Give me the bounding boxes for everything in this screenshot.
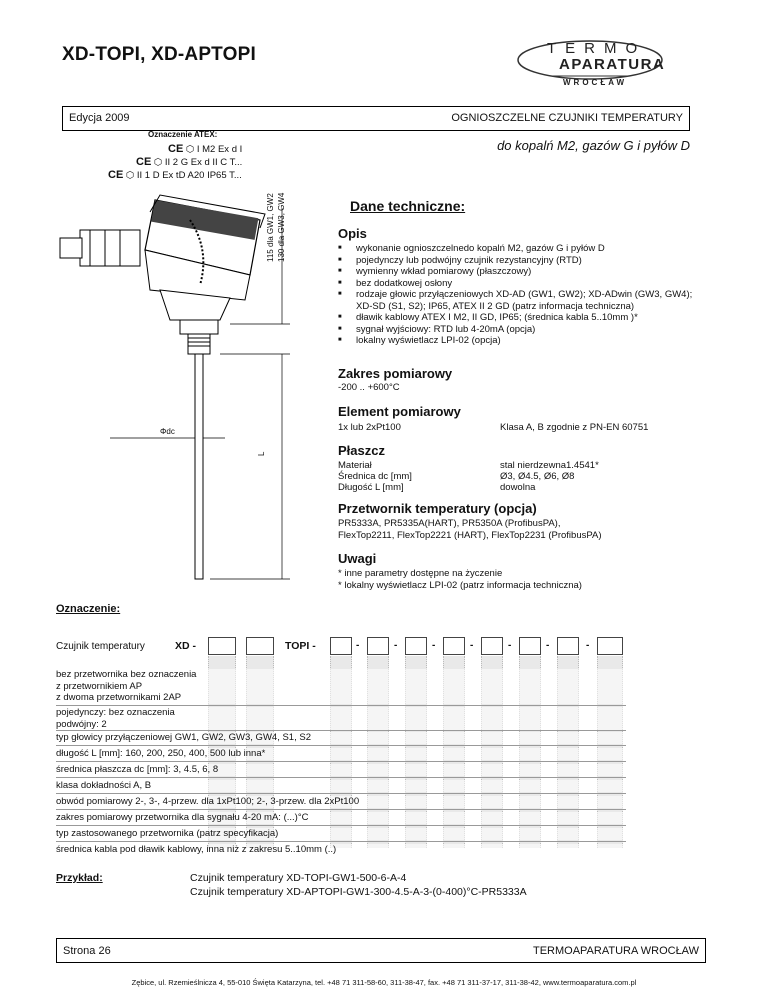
ce-mark: CE	[168, 143, 184, 155]
atex-text-1: I M2 Ex d I	[196, 144, 243, 155]
example-title: Przykład:	[56, 872, 103, 884]
footer-bar	[56, 938, 706, 963]
code-dash: -	[546, 640, 550, 651]
code-dash: -	[508, 640, 512, 651]
application-text: do kopalń M2, gazów G i pyłów D	[497, 138, 690, 153]
uwagi-line-1: * inne parametry dostępne na życzenie	[338, 568, 503, 579]
table-cell: Ø3, Ø4.5, Ø6, Ø8	[500, 471, 575, 482]
code-option-row: długość L [mm]: 160, 200, 250, 400, 500 lub inna*	[56, 748, 626, 760]
code-box	[405, 637, 427, 655]
element-type: 1x lub 2xPt100	[338, 422, 401, 433]
atex-line-2	[136, 156, 242, 168]
atex-line-3	[108, 169, 242, 181]
code-box	[367, 637, 389, 655]
zakres-title: Zakres pomiarowy	[338, 366, 453, 381]
list-item: ■ lokalny wyświetlacz LPI-02 (opcja)	[338, 335, 698, 347]
length-label: L	[257, 451, 266, 456]
list-item: ■ dławik kablowy ATEX I M2, II GD, IP65; (średnica kabla 5..10mm )*	[338, 312, 698, 324]
footer-company: TERMOAPARATURA WROCŁAW	[532, 945, 699, 957]
code-option-row: zakres pomiarowy przetwornika dla sygnału 4-20 mA: (...)°C	[56, 812, 626, 824]
ex-icon: ⬡	[125, 170, 135, 181]
page-number: Strona 26	[63, 945, 111, 957]
code-option-row: typ głowicy przyłączeniowej GW1, GW2, GW3, GW4, S1, S2	[56, 732, 626, 744]
atex-line-1	[168, 143, 242, 155]
code-dash: -	[586, 640, 590, 651]
table-cell: Materiał	[338, 460, 372, 471]
code-dash: -	[394, 640, 398, 651]
ce-mark: CE	[108, 169, 124, 181]
code-option-row: bez przetwornika bez oznaczenia z przetwornikiem AP z dwoma przetwornikami 2AP	[56, 669, 626, 704]
list-item: ■ pojedynczy lub podwójny czujnik rezystancyjny (RTD)	[338, 255, 698, 267]
code-box	[246, 637, 274, 655]
logo-text-bottom: WROCŁAW	[563, 78, 628, 87]
atex-text-2: II 2 G Ex d II C T...	[164, 157, 243, 168]
przetwornik-line-1: PR5333A, PR5335A(HART), PR5350A (ProfibusPA),	[338, 518, 561, 529]
code-option-row: średnica płaszcza dc [mm]: 3, 4.5, 6, 8	[56, 764, 626, 776]
code-box	[597, 637, 623, 655]
element-class: Klasa A, B zgodnie z PN-EN 60751	[500, 422, 649, 433]
code-option-row: średnica kabla pod dławik kablowy, inna niż z zakresu 5..10mm (..)	[56, 844, 626, 856]
list-item: ■ wykonanie ognioszczelnedo kopalń M2, gazów G i pyłów D	[338, 243, 698, 255]
ce-mark: CE	[136, 156, 152, 168]
code-dash: -	[470, 640, 474, 651]
info-bar	[62, 106, 690, 131]
uwagi-line-2: * lokalny wyświetlacz LPI-02 (patrz informacja techniczna)	[338, 580, 582, 591]
code-box	[330, 637, 352, 655]
table-cell: dowolna	[500, 482, 536, 493]
ex-icon: ⬡	[185, 144, 195, 155]
logo-text-mid: APARATURA	[559, 56, 666, 73]
code-option-row: typ zastosowanego przetwornika (patrz specyfikacja)	[56, 828, 626, 840]
code-box	[481, 637, 503, 655]
spec-title: Dane techniczne:	[350, 198, 466, 214]
atex-text-3: II 1 D Ex tD A20 IP65 T...	[136, 170, 242, 181]
code-box	[208, 637, 236, 655]
list-item: ■ sygnał wyjściowy: RTD lub 4-20mA (opcja)	[338, 324, 698, 336]
code-mid: TOPI -	[285, 640, 316, 652]
table-cell: Średnica dc [mm]	[338, 471, 412, 482]
przetwornik-title: Przetwornik temperatury (opcja)	[338, 501, 537, 516]
example-line-2: Czujnik temperatury XD-APTOPI-GW1-300-4.5-A-3-(0-400)°C-PR5333A	[190, 886, 527, 898]
element-title: Element pomiarowy	[338, 404, 461, 419]
plaszcz-title: Płaszcz	[338, 443, 385, 458]
code-dash: -	[356, 640, 360, 651]
opis-list	[338, 243, 698, 347]
table-cell: stal nierdzewna1.4541*	[500, 460, 599, 471]
przetwornik-line-2: FlexTop2211, FlexTop2221 (HART), FlexTop2231 (ProfibusPA)	[338, 530, 602, 541]
code-prefix: XD -	[175, 640, 196, 652]
example-line-1: Czujnik temperatury XD-TOPI-GW1-500-6-A-4	[190, 872, 407, 884]
list-item: ■ wymienny wkład pomiarowy (płaszczowy)	[338, 266, 698, 278]
dim-label-2: 130 dla GW3, GW4	[277, 192, 286, 262]
list-item: ■ bez dodatkowej osłony	[338, 278, 698, 290]
uwagi-title: Uwagi	[338, 551, 377, 566]
footer-address: Zębice, ul. Rzemieślnicza 4, 55-010 Święta Katarzyna, tel. +48 71 311-58-60, 311-38-47, fax. +48 71 311-37-17, 311-38-42, www.termoaparatura.com.pl	[131, 978, 637, 987]
diameter-label: Φdc	[160, 427, 175, 436]
code-box	[519, 637, 541, 655]
atex-heading: Oznaczenie ATEX:	[148, 130, 218, 139]
edition-label: Edycja 2009	[69, 112, 130, 124]
dim-label-1: 115 dla GW1, GW2	[266, 193, 275, 262]
list-item: ■ rodzaje głowic przyłączeniowych XD-AD (GW1, GW2); XD-ADwin (GW3, GW4); XD-SD (S1, S2); IP65, ATEX II 2 GD (patrz informacja techniczna)	[338, 289, 698, 312]
code-option-row: obwód pomiarowy 2-, 3-, 4-przew. dla 1xPt100; 2-, 3-przew. dla 2xPt100	[56, 796, 626, 808]
document-title: XD-TOPI, XD-APTOPI	[62, 44, 256, 65]
table-cell: Długość L [mm]	[338, 482, 404, 493]
zakres-value: -200 .. +600°C	[338, 382, 400, 393]
category-label: OGNIOSZCZELNE CZUJNIKI TEMPERATURY	[451, 112, 683, 124]
oznaczenie-title: Oznaczenie:	[56, 603, 121, 615]
code-option-row: klasa dokładności A, B	[56, 780, 626, 792]
code-option-row: pojedynczy: bez oznaczenia podwójny: 2	[56, 707, 626, 730]
code-box	[443, 637, 465, 655]
code-box	[557, 637, 579, 655]
opis-title: Opis	[338, 226, 367, 241]
logo-text-top: TERMO	[547, 40, 647, 57]
ex-icon: ⬡	[153, 157, 163, 168]
company-logo	[515, 38, 665, 90]
code-label: Czujnik temperatury	[56, 641, 145, 652]
code-dash: -	[432, 640, 436, 651]
